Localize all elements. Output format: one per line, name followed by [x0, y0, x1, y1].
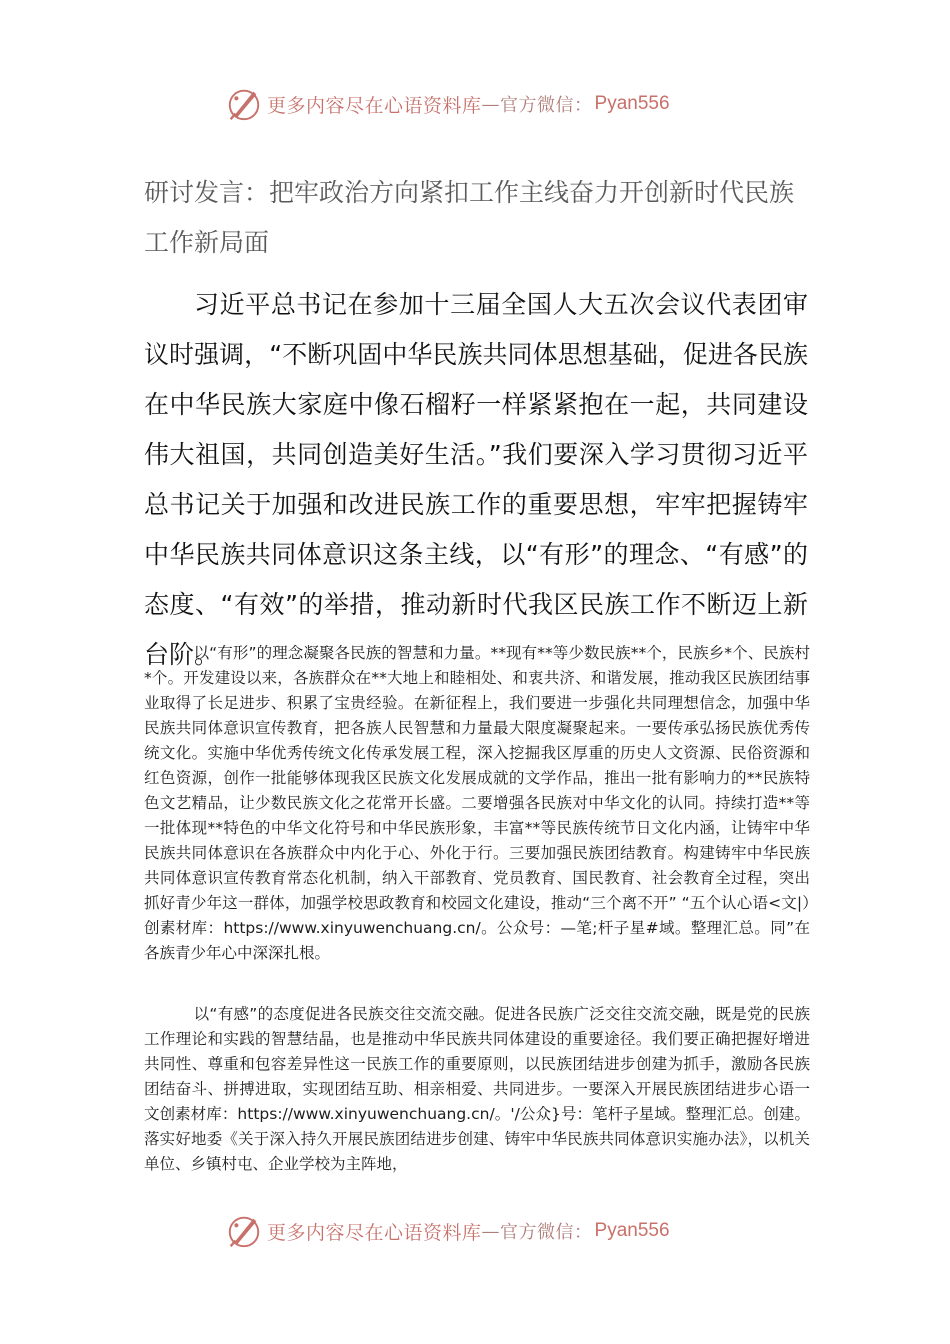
banner-contact-label: 官方微信： — [500, 1222, 593, 1243]
banner-brand-text: 更多内容尽在心语资料库 — [267, 1221, 482, 1244]
banner-separator: — — [481, 1220, 501, 1242]
banner-separator: — — [481, 93, 501, 115]
quill-pen-logo-icon — [225, 1212, 263, 1250]
header-watermark-banner — [225, 84, 745, 124]
banner-brand-text: 更多内容尽在心语资料库 — [267, 94, 482, 117]
banner-wechat-id: Pyan556 — [594, 1220, 670, 1241]
footer-watermark-banner — [225, 1211, 745, 1251]
document-title: 研讨发言：把牢政治方向紧扣工作主线奋力开创新时代民族工作新局面 — [144, 178, 795, 257]
body-paragraph-1: 以“有形”的理念凝聚各民族的智慧和力量。**现有**等少数民族**个，民族乡*个、民族村*个。开发建设以来，各族群众在**大地上和睦相处、和衷共济、和谐发展，推动我区民族团结事业取得了长足进步、积累了宝贵经验。在新征程上，我们要进一步强化共同理想信念，加强中华民族共同体意识宣传教育，把各族人民智慧和力量最大限度凝聚起来。一要传承弘扬民族优秀传统文化。实施中华优秀传统文化传承发展工程，深入挖掘我区厚重的历史人文资源、民俗资源和红色资源，创作一批能够体现我区民族文化发展成就的文学作品，推出一批有影响力的**民族特色文艺精品，让少数民族文化之花常开长盛。二要增强各民族对中华文化的认同。持续打造**等一批体现**特色的中华文化符号和中华民族形象，丰富**等民族传统节日文化内涵，让铸牢中华民族共同体意识在各族群众中内化于心、外化于行。三要加强民族团结教育。构建铸牢中华民族共同体意识宣传教育常态化机制，纳入干部教育、党员教育、国民教育、社会教育全过程，突出抓好青少年这一群体，加强学校思政教育和校园文化建设，推动“三个离不开” “五个认心语<文|）创素材库：https://www.xinyuwenchuang.cn/。公众号：—笔;杆子星#域。整理汇总。同”在各族青少年心中深深扎根。 — [144, 644, 810, 962]
banner-contact-label: 官方微信： — [500, 95, 593, 116]
body-paragraph-2: 以“有感”的态度促进各民族交往交流交融。促进各民族广泛交往交流交融，既是党的民族工作理论和实践的智慧结晶，也是推动中华民族共同体建设的重要途径。我们要正确把握好增进共同性、尊重和包容差异性这一民族工作的重要原则，以民族团结进步创建为抓手，激励各民族团结奋斗、拼搏进取，实现团结互助、相亲相爱、共同进步。一要深入开展民族团结进步心语一文创素材库：https://www.xinyuwenchuang.cn/。'/公众}号：笔杆子星域。整理汇总。创建。落实好地委《关于深入持久开展民族团结进步创建、铸牢中华民族共同体意识实施办法》，以机关单位、乡镇村屯、企业学校为主阵地， — [144, 1005, 810, 1173]
banner-wechat-id: Pyan556 — [594, 93, 670, 114]
lead-paragraph: 习近平总书记在参加十三届全国人大五次会议代表团审议时强调，“不断巩固中华民族共同体思想基础，促进各民族在中华民族大家庭中像石榴籽一样紧紧抱在一起，共同建设伟大祖国，共同创造美好生活。”我们要深入学习贯彻习近平总书记关于加强和改进民族工作的重要思想，牢牢把握铸牢中华民族共同体意识这条主线，以“有形”的理念、“有感”的态度、“有效”的举措，推动新时代我区民族工作不断迈上新台阶。 — [144, 290, 808, 669]
quill-pen-logo-icon — [225, 85, 263, 123]
